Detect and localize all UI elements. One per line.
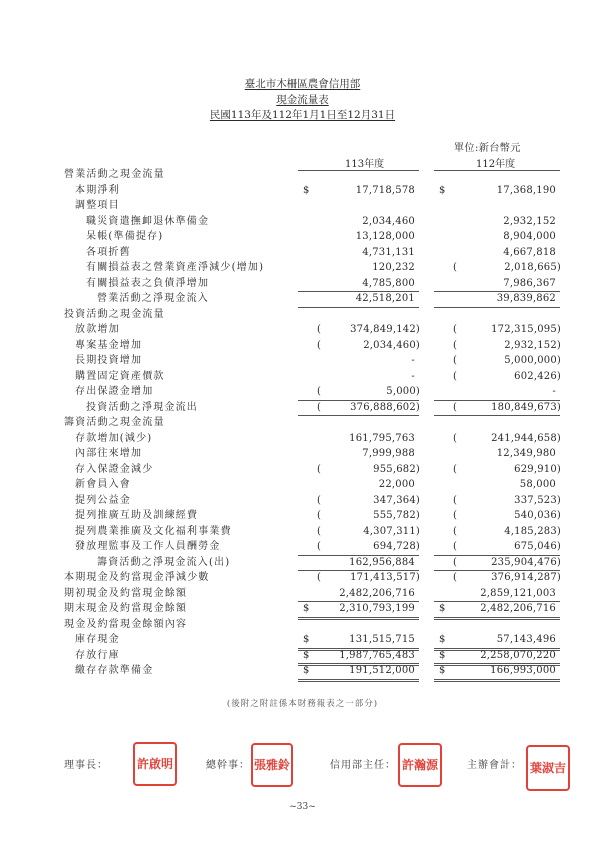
- row-label: 職災資遣撫卹退休準備金: [86, 215, 210, 227]
- amount-113: [298, 462, 419, 478]
- amount-value: 166,993,000: [490, 665, 556, 676]
- amount-113: [298, 493, 419, 509]
- negative-open-paren: (: [317, 324, 321, 335]
- amount-113: [298, 369, 419, 385]
- amount-113: [298, 229, 419, 245]
- negative-open-paren: (: [453, 339, 457, 351]
- amount-112: [434, 555, 560, 572]
- amount-value: 540,036): [514, 510, 561, 521]
- currency-symbol: $: [303, 649, 310, 661]
- negative-open-paren: (: [317, 510, 321, 521]
- statement-title: 現金流量表: [276, 94, 329, 106]
- table-row: [0, 260, 605, 276]
- row-label: 存入保證金減少: [75, 463, 154, 475]
- row-label: 存放行庫: [75, 649, 120, 661]
- amount-value: 2,932,152: [503, 215, 556, 227]
- seal-chief-accountant: 葉淑吉: [526, 745, 570, 791]
- amount-value: 376,914,287): [491, 572, 561, 583]
- table-row: [0, 400, 605, 416]
- amount-value: 7,986,367: [503, 277, 556, 289]
- negative-open-paren: (: [317, 525, 321, 537]
- signature-role-chairman: 理事長：: [64, 760, 108, 771]
- amount-112: [434, 431, 560, 447]
- row-label: 籌資活動之現金流量: [64, 417, 165, 428]
- amount-112: [434, 663, 560, 682]
- amount-value: 2,258,070,220: [480, 649, 556, 661]
- amount-value: 57,143,496: [496, 634, 556, 645]
- table-row: [0, 353, 605, 369]
- table-row: [0, 307, 605, 323]
- amount-value: 602,426): [514, 370, 561, 382]
- amount-113: [298, 338, 419, 354]
- amount-113: [298, 322, 419, 338]
- amount-value: 8,904,000: [503, 231, 556, 242]
- amount-value: 675,046): [514, 541, 561, 552]
- table-row: [0, 524, 605, 540]
- amount-113: [298, 663, 419, 682]
- amount-113: [298, 276, 419, 293]
- negative-open-paren: (: [453, 572, 457, 583]
- row-label: 投資活動之現金流量: [64, 308, 165, 320]
- table-row: [0, 477, 605, 493]
- row-label: 營業活動之現金流量: [64, 169, 165, 180]
- page-number: ~33~: [289, 802, 316, 812]
- negative-open-paren: (: [453, 525, 457, 537]
- negative-open-paren: (: [453, 494, 457, 506]
- amount-113: [298, 291, 419, 308]
- currency-symbol: $: [439, 634, 446, 645]
- amount-112: [434, 276, 560, 293]
- table-row: [0, 214, 605, 230]
- row-label: 呆帳(準備提存): [86, 231, 164, 242]
- amount-113: [298, 400, 419, 417]
- negative-open-paren: (: [453, 262, 457, 273]
- amount-value: 2,034,460: [362, 215, 415, 227]
- table-row: [0, 322, 605, 338]
- amount-value: 162,956,884: [349, 556, 415, 568]
- row-label: 繳存存款準備金: [75, 665, 154, 676]
- currency-symbol: $: [303, 603, 310, 614]
- negative-open-paren: (: [317, 572, 321, 583]
- amount-112: [434, 477, 560, 493]
- negative-open-paren: (: [453, 401, 457, 413]
- table-row: [0, 198, 605, 214]
- row-label: 投資活動之淨現金流出: [86, 401, 198, 413]
- signature-role-general-manager: 總幹事：: [206, 760, 250, 771]
- amount-value: 241,944,658): [491, 432, 561, 444]
- row-label: 存款增加(減少): [75, 432, 153, 444]
- cash-flow-table: [0, 167, 605, 679]
- table-row: [0, 663, 605, 679]
- amount-value: -: [411, 355, 415, 366]
- amount-value: 42,518,201: [355, 293, 415, 304]
- table-row: [0, 617, 605, 633]
- amount-113: [298, 245, 419, 261]
- amount-value: -: [411, 370, 415, 382]
- row-label: 提列公益金: [75, 494, 131, 506]
- amount-value: 172,315,095): [491, 324, 561, 335]
- negative-open-paren: (: [317, 494, 321, 506]
- row-label: 新會員入會: [75, 479, 131, 490]
- currency-symbol: $: [439, 603, 446, 614]
- negative-open-paren: (: [317, 386, 321, 397]
- amount-value: 4,667,818: [503, 246, 556, 258]
- negative-open-paren: (: [453, 463, 457, 475]
- amount-value: 180,849,673): [491, 401, 561, 413]
- amount-value: 17,718,578: [355, 184, 415, 196]
- amount-113: [298, 214, 419, 230]
- currency-symbol: $: [303, 634, 310, 645]
- amount-112: [434, 446, 560, 462]
- negative-open-paren: (: [453, 355, 457, 366]
- amount-value: 2,034,460): [363, 339, 420, 351]
- statement-period: 民國113年及112年1月1日至12月31日: [209, 109, 396, 121]
- row-label: 期末現金及約當現金餘額: [64, 603, 188, 614]
- amount-value: 7,999,988: [362, 448, 415, 459]
- negative-open-paren: (: [317, 463, 321, 475]
- currency-symbol: $: [439, 184, 446, 196]
- table-row: [0, 384, 605, 400]
- amount-value: 629,910): [514, 463, 561, 475]
- amount-112: [434, 291, 560, 308]
- row-label: 放款增加: [75, 324, 120, 335]
- amount-112: [434, 183, 560, 199]
- amount-value: 376,888,602): [350, 401, 420, 413]
- negative-open-paren: (: [453, 324, 457, 335]
- amount-value: 4,185,283): [504, 525, 561, 537]
- seal-credit-director: 許瀚源: [398, 743, 442, 787]
- amount-value: 694,728): [373, 541, 420, 552]
- negative-open-paren: (: [453, 510, 457, 521]
- amount-value: 2,932,152): [504, 339, 561, 351]
- amount-112: [434, 322, 560, 338]
- negative-open-paren: (: [453, 541, 457, 552]
- amount-112: [434, 493, 560, 509]
- row-label: 現金及約當現金餘額內容: [64, 618, 188, 630]
- row-label: 期初現金及約當現金餘額: [64, 587, 188, 599]
- negative-open-paren: (: [317, 339, 321, 351]
- amount-value: 2,482,206,716: [480, 603, 556, 614]
- amount-112: [434, 524, 560, 540]
- negative-open-paren: (: [317, 401, 321, 413]
- amount-value: 2,018,665): [504, 262, 561, 273]
- amount-value: 337,523): [514, 494, 561, 506]
- row-label: 籌資活動之淨現金流入(出): [97, 556, 231, 568]
- amount-value: 131,515,715: [349, 634, 415, 645]
- seal-chairman: 許啟明: [133, 742, 177, 786]
- seal-general-manager: 張雅鈴: [251, 743, 293, 787]
- amount-112: [434, 586, 560, 603]
- row-label: 購置固定資產價款: [75, 370, 165, 382]
- amount-value: 120,232: [372, 262, 415, 273]
- amount-value: 235,904,476): [491, 556, 561, 568]
- column-header-113: 113年度: [345, 159, 385, 170]
- amount-112: [434, 260, 560, 276]
- amount-113: [298, 570, 419, 586]
- table-row: [0, 338, 605, 354]
- table-row: [0, 229, 605, 245]
- table-row: [0, 291, 605, 307]
- amount-value: -: [552, 386, 556, 397]
- row-label: 提列推廣互助及訓練經費: [75, 510, 199, 521]
- amount-value: 2,859,121,003: [480, 587, 556, 599]
- row-label: 各項折舊: [86, 246, 131, 258]
- amount-value: 22,000: [378, 479, 415, 490]
- amount-value: 4,307,311): [363, 525, 420, 537]
- row-label: 發放理監事及工作人員酬勞金: [75, 541, 221, 552]
- amount-value: 58,000: [519, 479, 556, 490]
- column-header-112: 112年度: [476, 159, 516, 170]
- table-row: [0, 586, 605, 602]
- row-label: 提列農業推廣及文化福利事業費: [75, 525, 232, 537]
- amount-value: 17,368,190: [496, 184, 556, 196]
- footnote: (後附之附註係本財務報表之一部分): [226, 699, 379, 709]
- table-row: [0, 648, 605, 664]
- amount-value: 374,849,142): [350, 324, 420, 335]
- amount-112: [434, 462, 560, 478]
- amount-113: [298, 183, 419, 199]
- amount-113: [298, 555, 419, 572]
- amount-113: [298, 508, 419, 524]
- amount-112: [434, 338, 560, 354]
- amount-112: [434, 229, 560, 245]
- amount-112: [434, 353, 560, 369]
- negative-open-paren: (: [453, 370, 457, 382]
- amount-value: 555,782): [373, 510, 420, 521]
- row-label: 調整項目: [75, 200, 120, 211]
- table-row: [0, 167, 605, 183]
- amount-value: 1,987,765,483: [339, 649, 415, 661]
- table-row: [0, 369, 605, 385]
- table-row: [0, 276, 605, 292]
- signature-role-chief-accountant: 主辦會計：: [467, 760, 522, 771]
- table-row: [0, 570, 605, 586]
- amount-112: [434, 539, 560, 556]
- row-label: 本期淨利: [75, 184, 120, 196]
- amount-value: 2,310,793,199: [339, 603, 415, 614]
- negative-open-paren: (: [453, 432, 457, 444]
- amount-value: 5,000): [386, 386, 420, 397]
- amount-112: [434, 508, 560, 524]
- table-row: [0, 462, 605, 478]
- amount-value: 4,731,131: [362, 246, 415, 258]
- amount-value: 161,795,763: [349, 432, 415, 444]
- table-row: [0, 508, 605, 524]
- currency-symbol: $: [303, 665, 310, 676]
- amount-113: [298, 524, 419, 540]
- table-row: [0, 632, 605, 648]
- row-label: 專案基金增加: [75, 339, 143, 351]
- signature-role-credit-director: 信用部主任：: [330, 760, 396, 771]
- amount-112: [434, 384, 560, 401]
- row-label: 有關損益表之營業資產淨減少(增加): [86, 262, 265, 273]
- row-label: 庫存現金: [75, 634, 120, 645]
- currency-symbol: $: [303, 184, 310, 196]
- table-row: [0, 431, 605, 447]
- row-label: 內部往來增加: [75, 448, 143, 459]
- negative-open-paren: (: [453, 556, 457, 568]
- currency-symbol: $: [439, 649, 446, 661]
- row-label: 存出保證金增加: [75, 386, 154, 397]
- amount-113: [298, 353, 419, 369]
- amount-113: [298, 384, 419, 401]
- amount-113: [298, 539, 419, 556]
- table-row: [0, 245, 605, 261]
- amount-value: 171,413,517): [350, 572, 420, 583]
- amount-value: 4,785,800: [362, 277, 415, 289]
- row-label: 有關損益表之負債淨增加: [86, 277, 210, 289]
- row-label: 長期投資增加: [75, 355, 143, 366]
- amount-value: 347,364): [373, 494, 420, 506]
- amount-113: [298, 260, 419, 276]
- table-row: [0, 446, 605, 462]
- organization-name: 臺北市木柵區農會信用部: [244, 78, 361, 90]
- amount-112: [434, 214, 560, 230]
- currency-unit: 單位:新台幣元: [454, 143, 521, 154]
- amount-value: 955,682): [373, 463, 420, 475]
- amount-112: [434, 570, 560, 586]
- currency-symbol: $: [439, 665, 446, 676]
- amount-112: [434, 400, 560, 417]
- amount-value: 39,839,862: [496, 293, 556, 304]
- amount-113: [298, 586, 419, 603]
- amount-112: [434, 369, 560, 385]
- amount-value: 12,349,980: [496, 448, 556, 459]
- table-row: [0, 493, 605, 509]
- row-label: 營業活動之淨現金流入: [97, 293, 209, 304]
- negative-open-paren: (: [317, 541, 321, 552]
- table-row: [0, 539, 605, 555]
- amount-value: 5,000,000): [504, 355, 561, 366]
- table-row: [0, 415, 605, 431]
- amount-value: 191,512,000: [349, 665, 415, 676]
- table-row: [0, 555, 605, 571]
- amount-value: 13,128,000: [355, 231, 415, 242]
- amount-112: [434, 245, 560, 261]
- table-row: [0, 183, 605, 199]
- table-row: [0, 601, 605, 617]
- amount-value: 2,482,206,716: [339, 587, 415, 599]
- row-label: 本期現金及約當現金淨減少數: [64, 572, 210, 583]
- amount-113: [298, 431, 419, 447]
- amount-113: [298, 446, 419, 462]
- amount-113: [298, 477, 419, 493]
